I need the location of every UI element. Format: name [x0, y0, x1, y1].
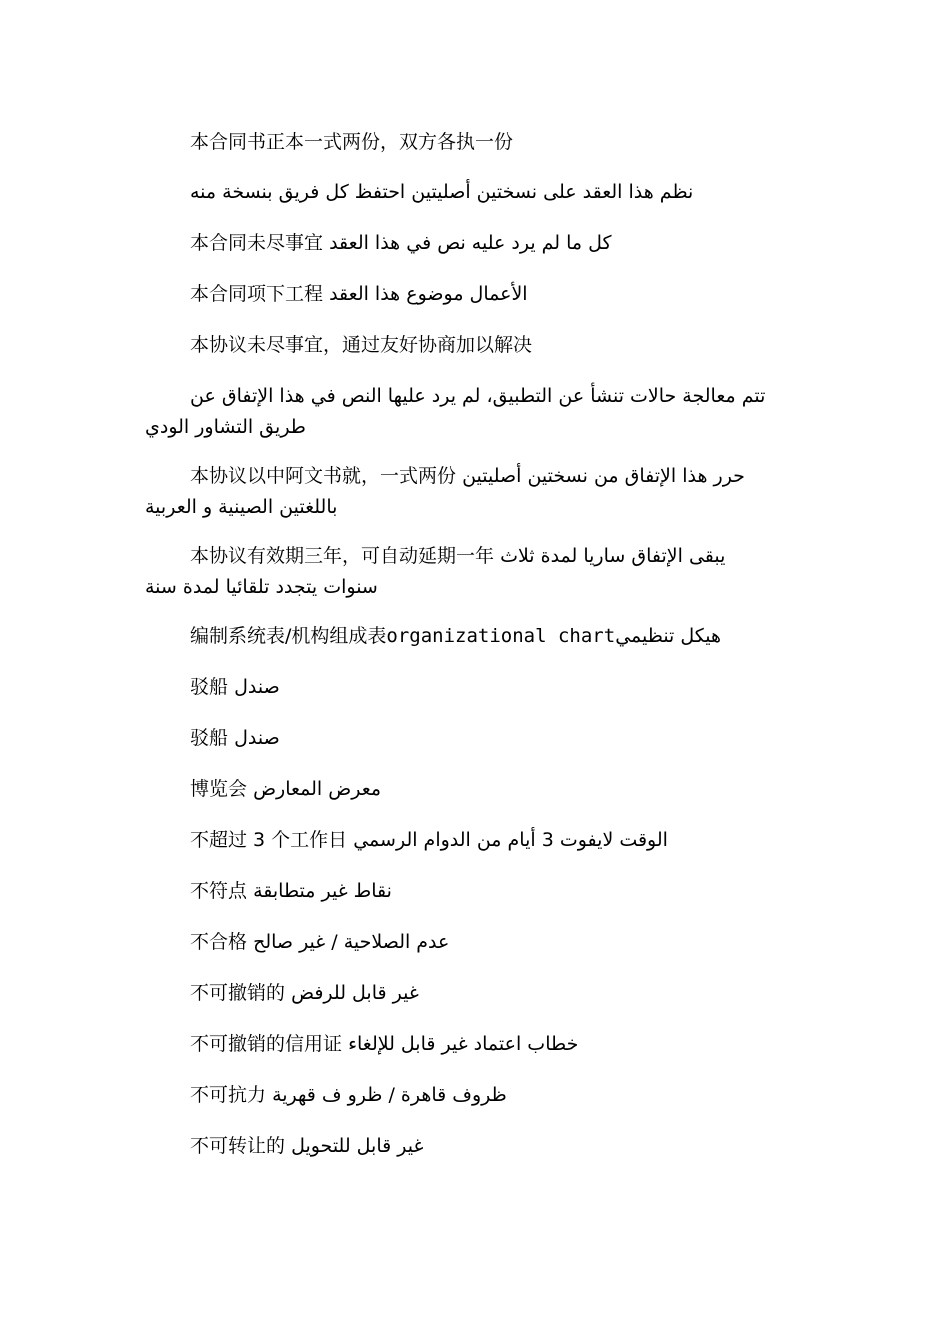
- entry-13-arabic: الوقت لايفوت 3 أيام من الدوام الرسمي: [353, 829, 668, 851]
- entry-12-chinese: 博览会: [190, 778, 248, 800]
- entry-18-arabic: ظروف قاهرة / ظرو ف قهرية: [272, 1084, 507, 1106]
- entry-10: [145, 672, 825, 703]
- entry-18: [145, 1080, 825, 1111]
- entry-13-chinese: 不超过 3 个工作日: [190, 829, 348, 851]
- entry-14-arabic: نقاط غير متطابقة: [253, 880, 392, 902]
- entry-8: [145, 541, 825, 603]
- entry-1-chinese: 本合同书正本一式两份，双方各执一份: [190, 131, 514, 153]
- entry-12: [145, 774, 825, 805]
- entry-15-chinese: 不合格: [190, 931, 248, 953]
- entry-17: [145, 1029, 825, 1060]
- entry-4-chinese: 本合同项下工程: [190, 283, 324, 305]
- entry-8-arabic-continued: سنوات يتجدد تلقائيا لمدة سنة: [145, 576, 378, 598]
- entry-2: [145, 177, 825, 208]
- entry-6-arabic: تتم معالجة حالات تنشأ عن التطبيق، لم يرد عليها النص في هذا الإتفاق عن: [190, 385, 766, 407]
- entry-6-arabic-continued: طريق التشاور الودي: [145, 416, 306, 438]
- entry-2-arabic: نظم هذا العقد على نسختين أصليتين احتفظ كل فريق بنسخة منه: [190, 181, 694, 203]
- entry-11-chinese: 驳船: [190, 727, 229, 749]
- entry-19-chinese: 不可转让的: [190, 1135, 286, 1157]
- entry-5-chinese: 本协议未尽事宜，通过友好协商加以解决: [190, 334, 533, 356]
- entry-7-chinese: 本协议以中阿文书就，一式两份: [190, 465, 457, 487]
- entry-11-arabic: صندل: [234, 727, 280, 749]
- entry-9-arabic: هيكل تنظيمي: [615, 625, 722, 647]
- entry-9-english: organizational chart: [386, 625, 616, 647]
- entry-19-arabic: غير قابل للتحويل: [291, 1135, 424, 1157]
- entry-9: [145, 621, 825, 652]
- entry-7-arabic: حرر هذا الإتفاق من نسختين أصليتين: [462, 465, 745, 487]
- entry-13: [145, 825, 825, 856]
- entry-10-arabic: صندل: [234, 676, 280, 698]
- entry-7: [145, 461, 825, 523]
- entry-8-chinese: 本协议有效期三年，可自动延期一年: [190, 545, 495, 567]
- entry-17-chinese: 不可撤销的信用证: [190, 1033, 343, 1055]
- entry-4-arabic: الأعمال موضوع هذا العقد: [329, 283, 528, 305]
- entry-15: [145, 927, 825, 958]
- entry-16-arabic: غير قابل للرفض: [291, 982, 419, 1004]
- entry-14-chinese: 不符点: [190, 880, 248, 902]
- entry-3-arabic: كل ما لم يرد عليه نص في هذا العقد: [329, 232, 612, 254]
- entry-10-chinese: 驳船: [190, 676, 229, 698]
- entry-12-arabic: معرض المعارض: [253, 778, 382, 800]
- entry-9-chinese: 编制系统表/机构组成表: [190, 625, 387, 647]
- entry-15-arabic: عدم الصلاحية / غير صالح: [253, 931, 450, 953]
- entry-18-chinese: 不可抗力: [190, 1084, 267, 1106]
- entry-19: [145, 1131, 825, 1162]
- entry-5: [145, 330, 825, 361]
- entry-8-arabic: يبقى الإتفاق ساريا لمدة ثلاث: [500, 545, 726, 567]
- entry-17-arabic: خطاب اعتماد غير قابل للإلغاء: [348, 1033, 579, 1055]
- entry-3-chinese: 本合同未尽事宜: [190, 232, 324, 254]
- entry-3: [145, 228, 825, 259]
- entry-16: [145, 978, 825, 1009]
- entry-6: [145, 381, 825, 443]
- entry-16-chinese: 不可撤销的: [190, 982, 286, 1004]
- entry-1: [145, 127, 825, 158]
- entry-7-arabic-continued: باللغتين الصينية و العربية: [145, 496, 338, 518]
- entry-11: [145, 723, 825, 754]
- entry-4: [145, 279, 825, 310]
- entry-14: [145, 876, 825, 907]
